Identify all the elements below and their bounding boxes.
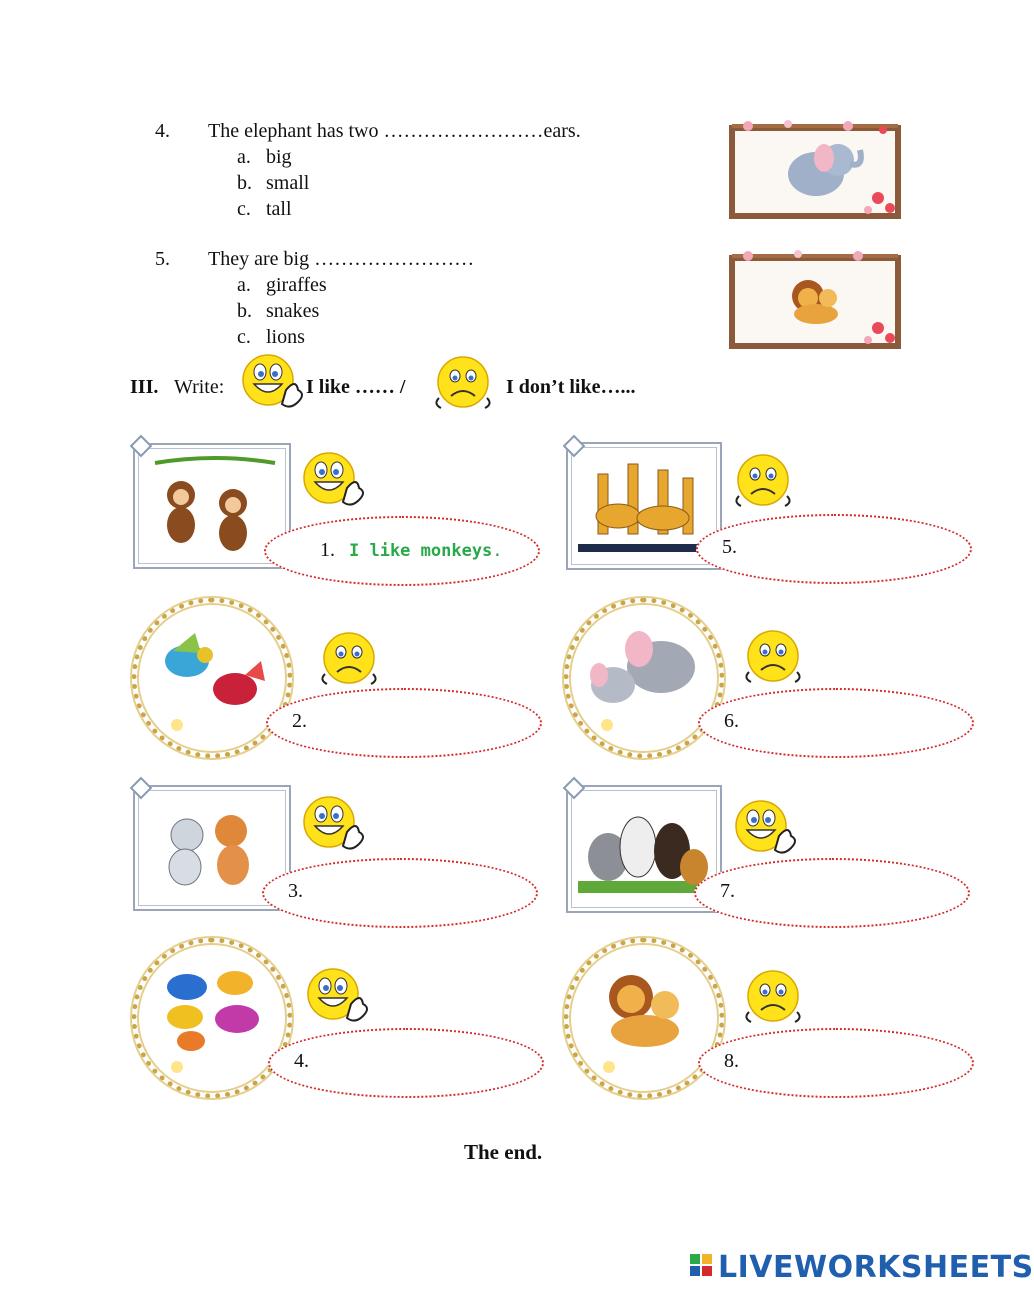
- answer-bubble-7[interactable]: [694, 858, 970, 928]
- answer-bubble-5[interactable]: [696, 514, 972, 584]
- q4-option-a-letter: a.: [237, 146, 251, 168]
- item-3-number: 3.: [288, 880, 303, 902]
- birds-picture-frame: [132, 598, 292, 758]
- question-4-text: The elephant has two ……………………ears.: [208, 120, 581, 142]
- item-1-answer[interactable]: I like monkeys: [349, 541, 493, 561]
- section-3-write-label: Write:: [174, 376, 225, 398]
- section-3-like-label: I like …… /: [306, 376, 406, 398]
- lions-picture-frame: [564, 938, 724, 1098]
- item-4-happy-smiley-icon: [300, 964, 370, 1024]
- birds-picture: [137, 603, 287, 753]
- q4-option-b: small: [266, 172, 310, 194]
- item-5-number: 5.: [722, 536, 737, 558]
- section-3-numeral: III.: [130, 376, 159, 398]
- elephants-picture-frame: [564, 598, 724, 758]
- question-5-number: 5.: [155, 248, 170, 270]
- item-4-number: 4.: [294, 1050, 309, 1072]
- q4-option-b-letter: b.: [237, 172, 252, 194]
- item-6-number: 6.: [724, 710, 739, 732]
- q5-option-a: giraffes: [266, 274, 327, 296]
- section-3-dont-like-label: I don’t like…...: [506, 376, 636, 398]
- fish-picture: [137, 943, 287, 1093]
- elephant-frame-picture: [728, 118, 903, 222]
- item-7-number: 7.: [720, 880, 735, 902]
- q5-option-b: snakes: [266, 300, 320, 322]
- lion-frame-picture: [728, 248, 903, 352]
- sad-smiley-icon: [430, 352, 496, 412]
- liveworksheets-brand[interactable]: LIVEWORKSHEETS: [718, 1250, 1034, 1285]
- item-8-sad-smiley-icon: [740, 966, 806, 1026]
- item-8-number: 8.: [724, 1050, 739, 1072]
- item-1-happy-smiley-icon: [296, 448, 366, 508]
- question-5-text: They are big ……………………: [208, 248, 475, 270]
- answer-bubble-3[interactable]: [262, 858, 538, 928]
- answer-bubble-4[interactable]: [268, 1028, 544, 1098]
- item-6-sad-smiley-icon: [740, 626, 806, 686]
- item-1-answer-period: .: [492, 541, 503, 561]
- fish-picture-frame: [132, 938, 292, 1098]
- item-5-sad-smiley-icon: [730, 450, 796, 510]
- answer-bubble-6[interactable]: [698, 688, 974, 758]
- q5-option-a-letter: a.: [237, 274, 251, 296]
- item-7-happy-smiley-icon: [728, 796, 798, 856]
- q4-option-a: big: [266, 146, 292, 168]
- q5-option-c-letter: c.: [237, 326, 251, 348]
- q5-option-b-letter: b.: [237, 300, 252, 322]
- liveworksheets-logo-icon: [690, 1254, 714, 1278]
- item-2-number: 2.: [292, 710, 307, 732]
- q4-option-c: tall: [266, 198, 292, 220]
- item-1-number: 1.: [320, 539, 335, 561]
- elephants-picture: [569, 603, 719, 753]
- q5-option-c: lions: [266, 326, 305, 348]
- question-4-number: 4.: [155, 120, 170, 142]
- answer-bubble-2[interactable]: [266, 688, 542, 758]
- answer-bubble-1[interactable]: [264, 516, 540, 586]
- item-3-happy-smiley-icon: [296, 792, 366, 852]
- happy-smiley-icon: [236, 350, 304, 410]
- q4-option-c-letter: c.: [237, 198, 251, 220]
- end-text: The end.: [464, 1140, 543, 1164]
- lions-picture: [569, 943, 719, 1093]
- item-2-sad-smiley-icon: [316, 628, 382, 688]
- answer-bubble-8[interactable]: [698, 1028, 974, 1098]
